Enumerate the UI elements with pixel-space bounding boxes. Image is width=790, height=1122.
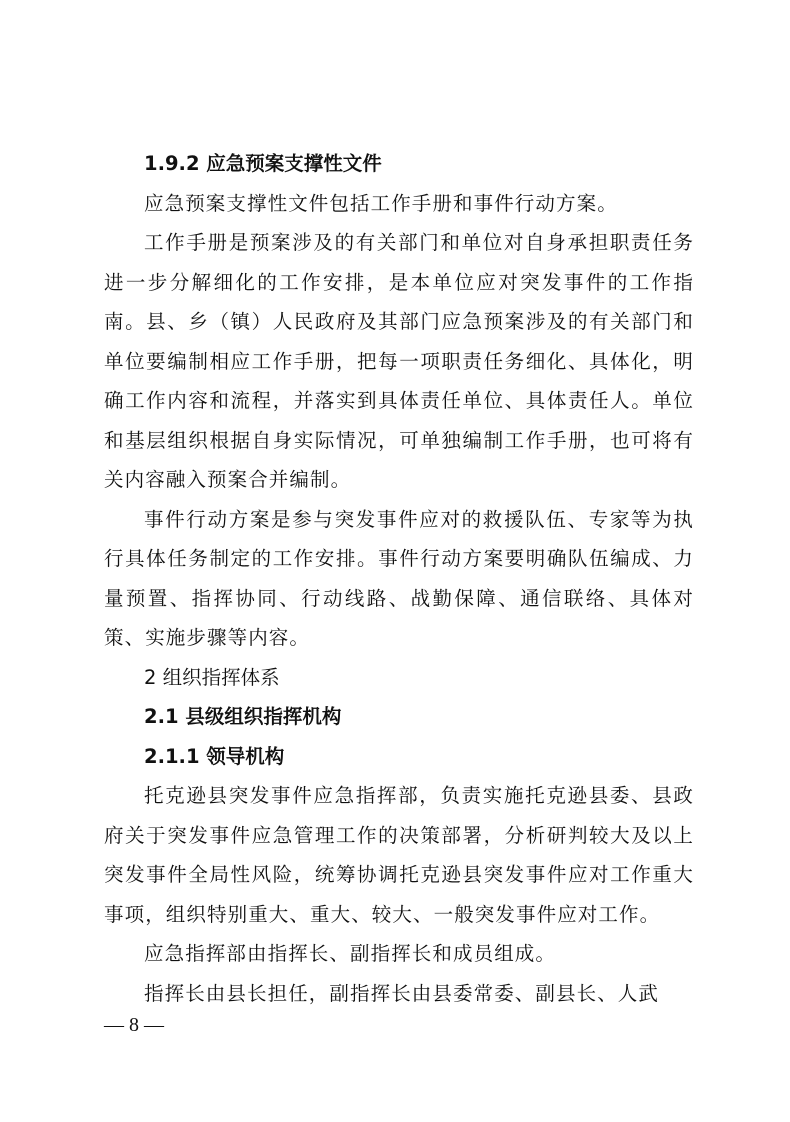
section-heading: 2.1 县级组织指挥机构 xyxy=(144,705,342,728)
document-page xyxy=(104,144,694,1013)
body-paragraph: 应急预案支撑性文件包括工作手册和事件行动方案。 xyxy=(144,191,618,215)
section-heading: 2 组织指挥体系 xyxy=(144,665,280,689)
body-paragraph: 托克逊县突发事件应急指挥部，负责实施托克逊县委、县政府关于突发事件应急管理工作的决策部署，分析研判较大及以上突发事件全局性风险，统筹协调托克逊县突发事件应对工作重大事项，组织特别重大、重大、较大、一般突发事件应对工作。 xyxy=(104,784,694,926)
body-paragraph: 工作手册是预案涉及的有关部门和单位对自身承担职责任务进一步分解细化的工作安排，是本单位应对突发事件的工作指南。县、乡（镇）人民政府及其部门应急预案涉及的有关部门和单位要编制相应工作手册，把每一项职责任务细化、具体化，明确工作内容和流程，并落实到具体责任单位、具体责任人。单位和基层组织根据自身实际情况，可单独编制工作手册，也可将有关内容融入预案合并编制。 xyxy=(104,231,694,491)
body-paragraph: 指挥长由县长担任，副指挥长由县委常委、副县长、人武 xyxy=(144,981,660,1005)
body-paragraph: 事件行动方案是参与突发事件应对的救援队伍、专家等为执行具体任务制定的工作安排。事件行动方案要明确队伍编成、力量预置、指挥协同、行动线路、战勤保障、通信联络、具体对策、实施步骤等内容。 xyxy=(104,507,694,649)
body-paragraph: 应急指挥部由指挥长、副指挥长和成员组成。 xyxy=(144,942,557,965)
section-heading: 1.9.2 应急预案支撑性文件 xyxy=(144,152,382,175)
section-heading: 2.1.1 领导机构 xyxy=(144,744,285,768)
page-number: — 8 — xyxy=(104,1014,164,1036)
